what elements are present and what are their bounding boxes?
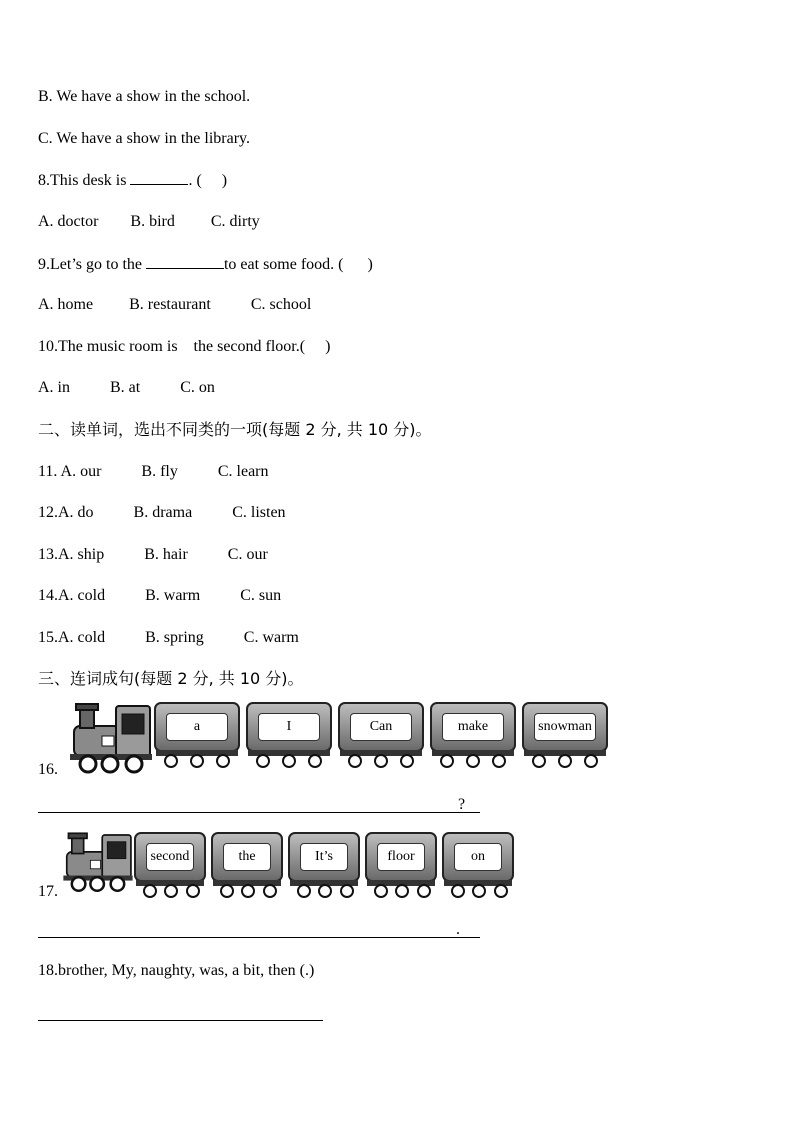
wheel-icon (340, 884, 354, 898)
wheel-icon (318, 884, 332, 898)
train-car-word: Can (350, 713, 412, 741)
train-car-word: snowman (534, 713, 596, 741)
wheel-icon (164, 884, 178, 898)
train-car-word: on (454, 843, 502, 871)
wheel-icon (186, 884, 200, 898)
option-7b: B. We have a show in the school. (38, 88, 251, 105)
question-9-text: 9.Let’s go to the (38, 256, 146, 273)
wheel-icon (472, 884, 486, 898)
train-car[interactable] (246, 702, 332, 770)
train-car[interactable] (288, 832, 360, 900)
question-8-options: A. doctor B. bird C. dirty (38, 213, 260, 230)
train-car-word: It’s (300, 843, 348, 871)
train-car-word: a (166, 713, 228, 741)
wheel-icon (216, 754, 230, 768)
question-11: 11. A. our B. fly C. learn (38, 463, 269, 480)
train-car[interactable] (134, 832, 206, 900)
question-8 (38, 170, 227, 191)
steam-locomotive-icon (60, 828, 136, 896)
wheel-icon (374, 754, 388, 768)
train-car[interactable] (365, 832, 437, 900)
question-17-number: 17. (38, 883, 58, 900)
train-car-word: I (258, 713, 320, 741)
train-car-body (365, 832, 437, 882)
steam-locomotive-icon (66, 700, 156, 776)
wheel-icon (190, 754, 204, 768)
question-18: 18.brother, My, naughty, was, a bit, then (.) (38, 962, 315, 979)
question-18-answer-line[interactable] (38, 1020, 323, 1021)
wheel-icon (164, 754, 178, 768)
question-15: 15.A. cold B. spring C. warm (38, 629, 299, 646)
wheel-icon (440, 754, 454, 768)
wheel-icon (492, 754, 506, 768)
wheel-icon (297, 884, 311, 898)
wheel-icon (395, 884, 409, 898)
train-car-body (134, 832, 206, 882)
question-16-end-mark: ? (458, 796, 466, 813)
wheel-icon (263, 884, 277, 898)
wheel-icon (256, 754, 270, 768)
wheel-icon (532, 754, 546, 768)
wheel-icon (282, 754, 296, 768)
question-13: 13.A. ship B. hair C. our (38, 546, 268, 563)
wheel-icon (143, 884, 157, 898)
train-car-word: the (223, 843, 271, 871)
question-14: 14.A. cold B. warm C. sun (38, 587, 282, 604)
wheel-icon (494, 884, 508, 898)
option-7c: C. We have a show in the library. (38, 130, 250, 147)
train-car-word: second (146, 843, 194, 871)
question-9-options: A. home B. restaurant C. school (38, 296, 312, 313)
train-car-body (246, 702, 332, 752)
wheel-icon (558, 754, 572, 768)
question-9 (38, 254, 373, 275)
question-9-blank[interactable] (146, 254, 224, 269)
question-8-bracket: . ( ) (188, 172, 228, 189)
train-car-body (211, 832, 283, 882)
wheel-icon (584, 754, 598, 768)
train-car[interactable] (338, 702, 424, 770)
question-9-bracket: to eat some food. ( ) (223, 256, 373, 273)
question-17-end-mark: . (456, 921, 460, 938)
question-8-text: 8.This desk is (38, 172, 131, 189)
train-car-body (338, 702, 424, 752)
train-car-body (154, 702, 240, 752)
wheel-icon (417, 884, 431, 898)
train-car[interactable] (522, 702, 608, 770)
question-10-options: A. in B. at C. on (38, 379, 215, 396)
train-car[interactable] (154, 702, 240, 770)
wheel-icon (400, 754, 414, 768)
wheel-icon (241, 884, 255, 898)
wheel-icon (348, 754, 362, 768)
wheel-icon (451, 884, 465, 898)
section-2-heading: 二、读单词，选出不同类的一项(每题 2 分, 共 10 分)。 (38, 420, 432, 439)
train-car-word: floor (377, 843, 425, 871)
wheel-icon (308, 754, 322, 768)
wheel-icon (466, 754, 480, 768)
question-10: 10.The music room is the second floor.( ) (38, 338, 331, 355)
train-car-body (430, 702, 516, 752)
section-3-heading: 三、连词成句(每题 2 分, 共 10 分)。 (38, 669, 304, 688)
train-car[interactable] (430, 702, 516, 770)
train-car[interactable] (442, 832, 514, 900)
train-car-word: make (442, 713, 504, 741)
wheel-icon (374, 884, 388, 898)
question-12: 12.A. do B. drama C. listen (38, 504, 286, 521)
train-car[interactable] (211, 832, 283, 900)
question-16-number: 16. (38, 761, 58, 778)
question-17-answer-line[interactable] (38, 937, 480, 938)
train-car-body (522, 702, 608, 752)
train-car-body (288, 832, 360, 882)
train-car-body (442, 832, 514, 882)
question-8-blank[interactable] (130, 170, 188, 185)
wheel-icon (220, 884, 234, 898)
question-16-answer-line[interactable] (38, 812, 480, 813)
